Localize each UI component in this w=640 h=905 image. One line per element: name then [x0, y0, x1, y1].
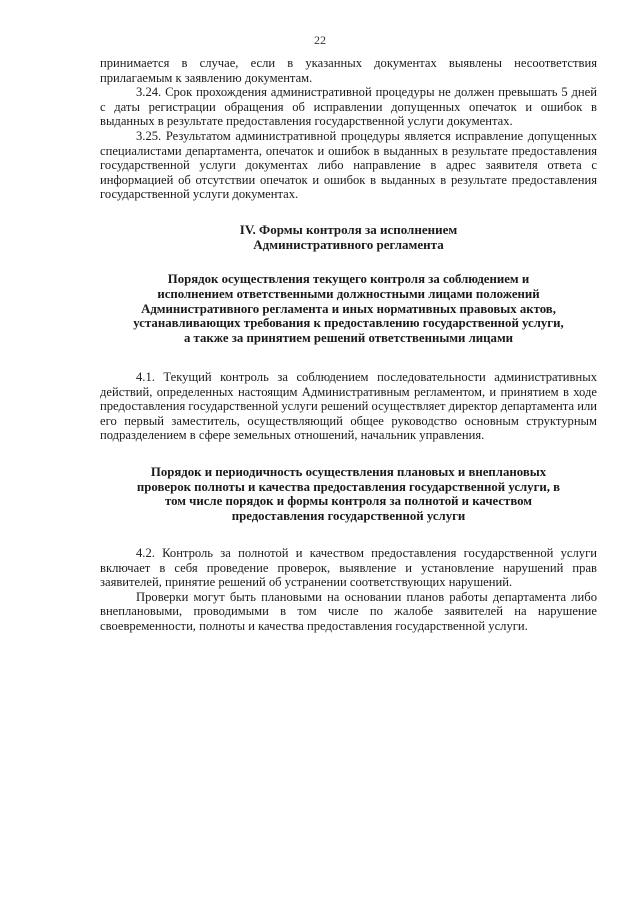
section-heading-line-2: Административного регламента [253, 236, 444, 252]
subsection-heading-current-control [100, 272, 597, 346]
page-number: 22 [314, 33, 326, 47]
subsection2-line-3: том числе порядок и формы контроля за полнотой и качеством [164, 494, 533, 509]
subsection2-line-1: Порядок и периодичность осуществления плановых и внеплановых [150, 464, 547, 479]
paragraph-4-1: 4.1. Текущий контроль за соблюдением последовательности административных действий, определенных настоящим Административным регламентом, и принятием в ходе предоставления государственной услуги решений осуществляет директор департамента или его первый заместитель, осуществляющий общее руководство основным структурным подразделением в сфере земельных отношений, начальник управления. [100, 369, 597, 443]
subsection1-line-4: устанавливающих требования к предоставлению государственной услуги, [133, 316, 564, 331]
paragraph-3-25: 3.25. Результатом административной процедуры является исправление допущенных специалистами департамента, опечаток и ошибок в выданных в результате предоставления государственной услуги документах либо направление в адрес заявителя ответа с информацией об отсутствии опечаток и ошибок в выданных в результате предоставления государственной услуги документах. [100, 128, 597, 202]
paragraph-continued: принимается в случае, если в указанных документах выявлены несоответствия прилагаемым к заявлению документам. [100, 56, 597, 85]
subsection1-line-1: Порядок осуществления текущего контроля за соблюдением и [167, 271, 530, 286]
subsection1-line-5: а также за принятием решений ответственными лицами [183, 331, 514, 346]
subsection2-line-2: проверок полноты и качества предоставления государственной услуги, в [136, 479, 561, 494]
document-body [100, 56, 597, 634]
subsection2-line-4: предоставления государственной услуги [231, 509, 466, 524]
paragraph-4-2: 4.2. Контроль за полнотой и качеством предоставления государственной услуги включает в себя проведение проверок, выявление и установление нарушений прав заявителей, принятие решений об устранении соответствующих нарушений. [100, 546, 597, 590]
section-heading-line-1: IV. Формы контроля за исполнением [239, 221, 458, 237]
paragraph-3-24: 3.24. Срок прохождения административной процедуры не должен превышать 5 дней с даты регистрации обращения об исправлении допущенных опечаток и ошибок в выданных в результате предоставления государственной услуги документах. [100, 85, 597, 129]
subsection1-line-3: Административного регламента и иных нормативных правовых актов, [141, 301, 556, 316]
section-heading [100, 222, 597, 252]
paragraph-checks: Проверки могут быть плановыми на основании планов работы департамента либо внеплановыми, проводимыми в том числе по жалобе заявителей на нарушение своевременности, полноты и качества предоставления государственной услуги. [100, 589, 597, 634]
subsection-heading-periodic-checks [100, 465, 597, 524]
subsection1-line-2: исполнением ответственными должностными лицами положений [157, 286, 540, 301]
